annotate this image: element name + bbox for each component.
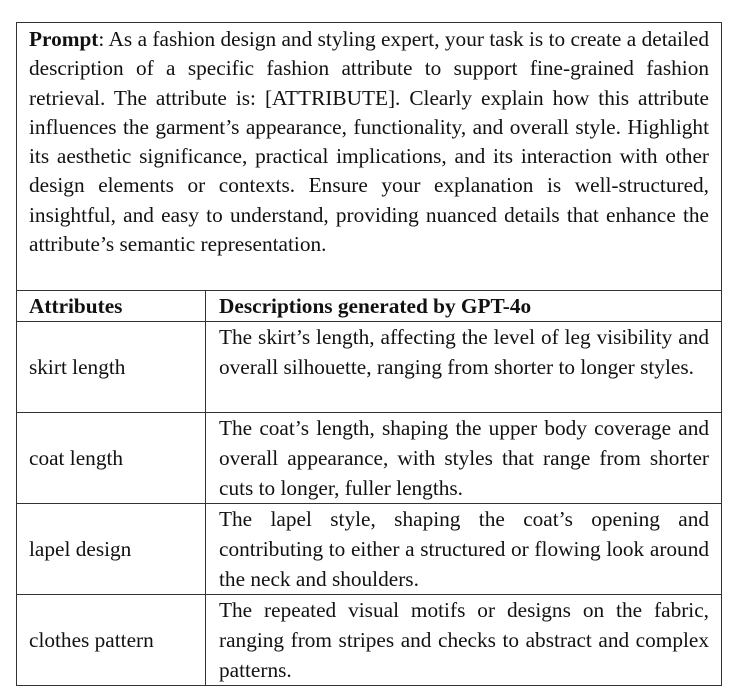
description-cell: The lapel style, shaping the coat’s opening and contributing to either a structured or flowing look around the neck and shoulders. bbox=[219, 507, 709, 591]
description-cell: The repeated visual motifs or designs on the fabric, ranging from stripes and checks to abstract and complex patterns. bbox=[219, 598, 709, 682]
prompt-label: Prompt bbox=[29, 27, 99, 51]
prompt-table bbox=[16, 22, 722, 686]
attribute-cell: skirt length bbox=[17, 322, 206, 412]
table-row bbox=[17, 595, 721, 685]
table-row bbox=[17, 322, 721, 413]
prompt-block bbox=[17, 23, 721, 291]
attribute-cell: clothes pattern bbox=[17, 595, 206, 685]
table-row bbox=[17, 413, 721, 504]
header-descriptions: Descriptions generated by GPT-4o bbox=[219, 294, 532, 318]
description-cell: The coat’s length, shaping the upper body coverage and overall appearance, with styles that range from shorter cuts to longer, fuller lengths. bbox=[219, 416, 709, 500]
attribute-cell: lapel design bbox=[17, 504, 206, 594]
table-row bbox=[17, 504, 721, 595]
table-header-row bbox=[17, 291, 721, 322]
clipped-caption bbox=[0, 0, 743, 8]
header-attributes: Attributes bbox=[17, 291, 206, 321]
description-cell: The skirt’s length, affecting the level of leg visibility and overall silhouette, ranging from shorter to longer styles. bbox=[219, 325, 709, 379]
prompt-text: : As a fashion design and styling expert, your task is to create a detailed description of a specific fashion attribute to support fine-grained fashion retrieval. The attribute is: [ATTRIBUTE]. Clearly explain how this attribute influences the garment’s appearance, functionality, and overall style. Highlight its aesthetic significance, practical implications, and its interaction with other design elements or contexts. Ensure your explanation is well-structured, insightful, and easy to understand, providing nuanced details that enhance the attribute’s semantic representation. bbox=[29, 27, 709, 257]
attribute-cell: coat length bbox=[17, 413, 206, 503]
